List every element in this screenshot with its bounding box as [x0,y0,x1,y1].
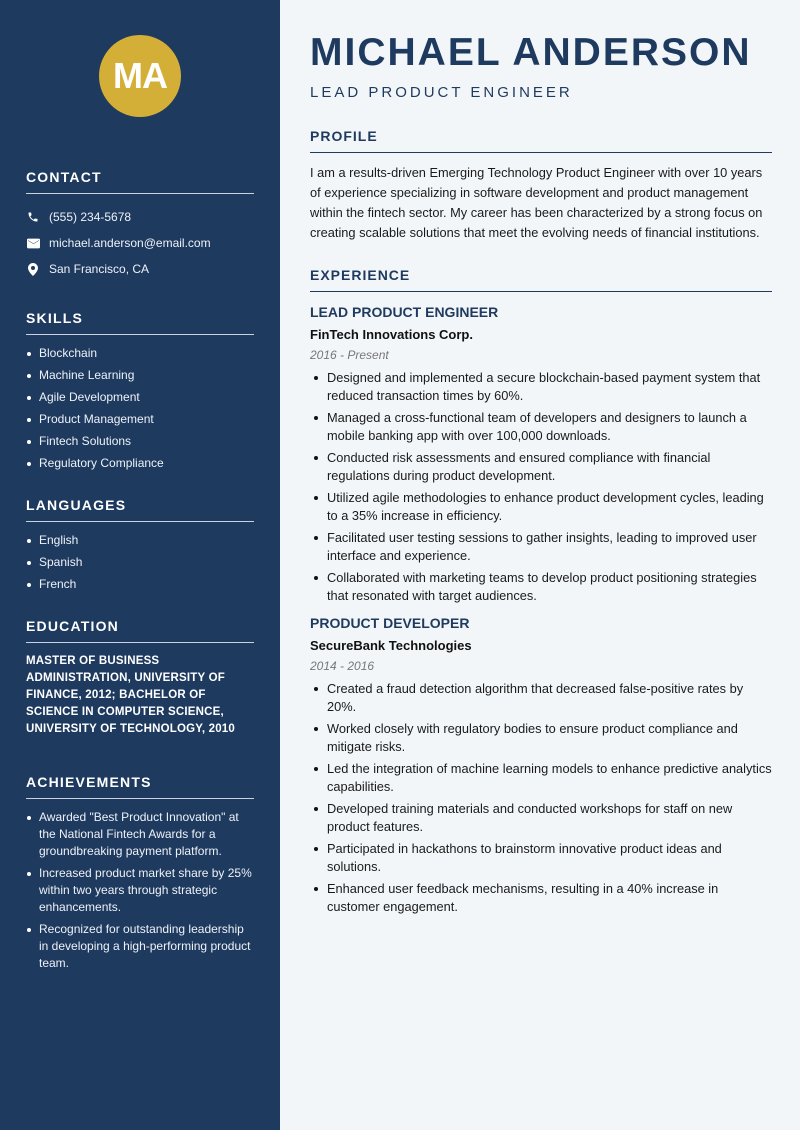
achievements-section [26,774,254,972]
job-bullet: Led the integration of machine learning models to enhance predictive analytics capabilities. [310,760,772,796]
job-bullet: Managed a cross-functional team of developers and designers to launch a mobile banking app with over 100,000 downloads. [310,409,772,445]
education-heading: EDUCATION [26,618,254,643]
education-section [26,618,254,738]
experience-heading: EXPERIENCE [310,267,772,292]
location-text: San Francisco, CA [49,262,150,276]
job-entry [310,615,772,916]
contact-email [26,230,254,256]
job-bullet: Worked closely with regulatory bodies to ensure product compliance and mitigate risks. [310,720,772,756]
skill-item: Regulatory Compliance [26,455,254,472]
phone-text: (555) 234-5678 [49,210,132,224]
achievement-item: Recognized for outstanding leadership in developing a high-performing product team. [26,921,254,972]
contact-phone [26,204,254,230]
job-dates: 2014 - 2016 [310,659,375,673]
location-pin-icon [26,263,40,276]
achievement-item: Awarded "Best Product Innovation" at the National Fintech Awards for a groundbreaking payment platform. [26,809,254,860]
language-item: English [26,532,254,549]
company-name: SecureBank Technologies [310,638,472,653]
sidebar [0,0,280,1130]
job-bullet: Utilized agile methodologies to enhance product development cycles, leading to a 35% increase in efficiency. [310,489,772,525]
job-title: LEAD PRODUCT ENGINEER [310,304,499,320]
candidate-title: LEAD PRODUCT ENGINEER [310,84,573,101]
company-name: FinTech Innovations Corp. [310,327,473,342]
job-entry [310,304,772,605]
job-bullet: Participated in hackathons to brainstorm innovative product ideas and solutions. [310,840,772,876]
skill-item: Machine Learning [26,367,254,384]
job-bullet: Facilitated user testing sessions to gather insights, leading to improved user interface and experience. [310,529,772,565]
languages-section [26,497,254,593]
languages-heading: LANGUAGES [26,497,254,522]
experience-section [310,267,772,916]
skill-item: Product Management [26,411,254,428]
job-bullet: Created a fraud detection algorithm that decreased false-positive rates by 20%. [310,680,772,716]
job-bullet: Enhanced user feedback mechanisms, resulting in a 40% increase in customer engagement. [310,880,772,916]
profile-text: I am a results-driven Emerging Technology Product Engineer with over 10 years of experience specializing in software development and product management within the fintech sector. My career has been characterized by a strong focus on creating scalable solutions that meet the evolving needs of financial institutions. [310,165,763,240]
achievements-heading: ACHIEVEMENTS [26,774,254,799]
profile-heading: PROFILE [310,128,772,153]
phone-icon [26,211,40,223]
skill-item: Blockchain [26,345,254,362]
contact-location [26,256,254,282]
skill-item: Fintech Solutions [26,433,254,450]
achievement-item: Increased product market share by 25% within two years through strategic enhancements. [26,865,254,916]
job-bullet: Designed and implemented a secure blockchain-based payment system that reduced transaction times by 60%. [310,369,772,405]
skill-item: Agile Development [26,389,254,406]
main-content [310,0,772,920]
contact-heading: CONTACT [26,169,254,194]
language-item: French [26,576,254,593]
email-text: michael.anderson@email.com [49,236,211,250]
skills-section [26,310,254,472]
job-bullet: Developed training materials and conducted workshops for staff on new product features. [310,800,772,836]
skills-heading: SKILLS [26,310,254,335]
profile-section [310,128,772,243]
contact-section [26,169,254,282]
job-title: PRODUCT DEVELOPER [310,615,470,631]
avatar: MA [99,35,181,117]
email-icon [26,238,40,249]
job-bullet: Conducted risk assessments and ensured compliance with financial regulations during product development. [310,449,772,485]
job-bullet: Collaborated with marketing teams to develop product positioning strategies that resonated with target audiences. [310,569,772,605]
candidate-name: MICHAEL ANDERSON [310,31,752,74]
job-dates: 2016 - Present [310,348,389,362]
education-text: MASTER OF BUSINESS ADMINISTRATION, UNIVERSITY OF FINANCE, 2012; BACHELOR OF SCIENCE IN COMPUTER SCIENCE, UNIVERSITY OF TECHNOLOGY, 2010 [26,655,236,735]
language-item: Spanish [26,554,254,571]
